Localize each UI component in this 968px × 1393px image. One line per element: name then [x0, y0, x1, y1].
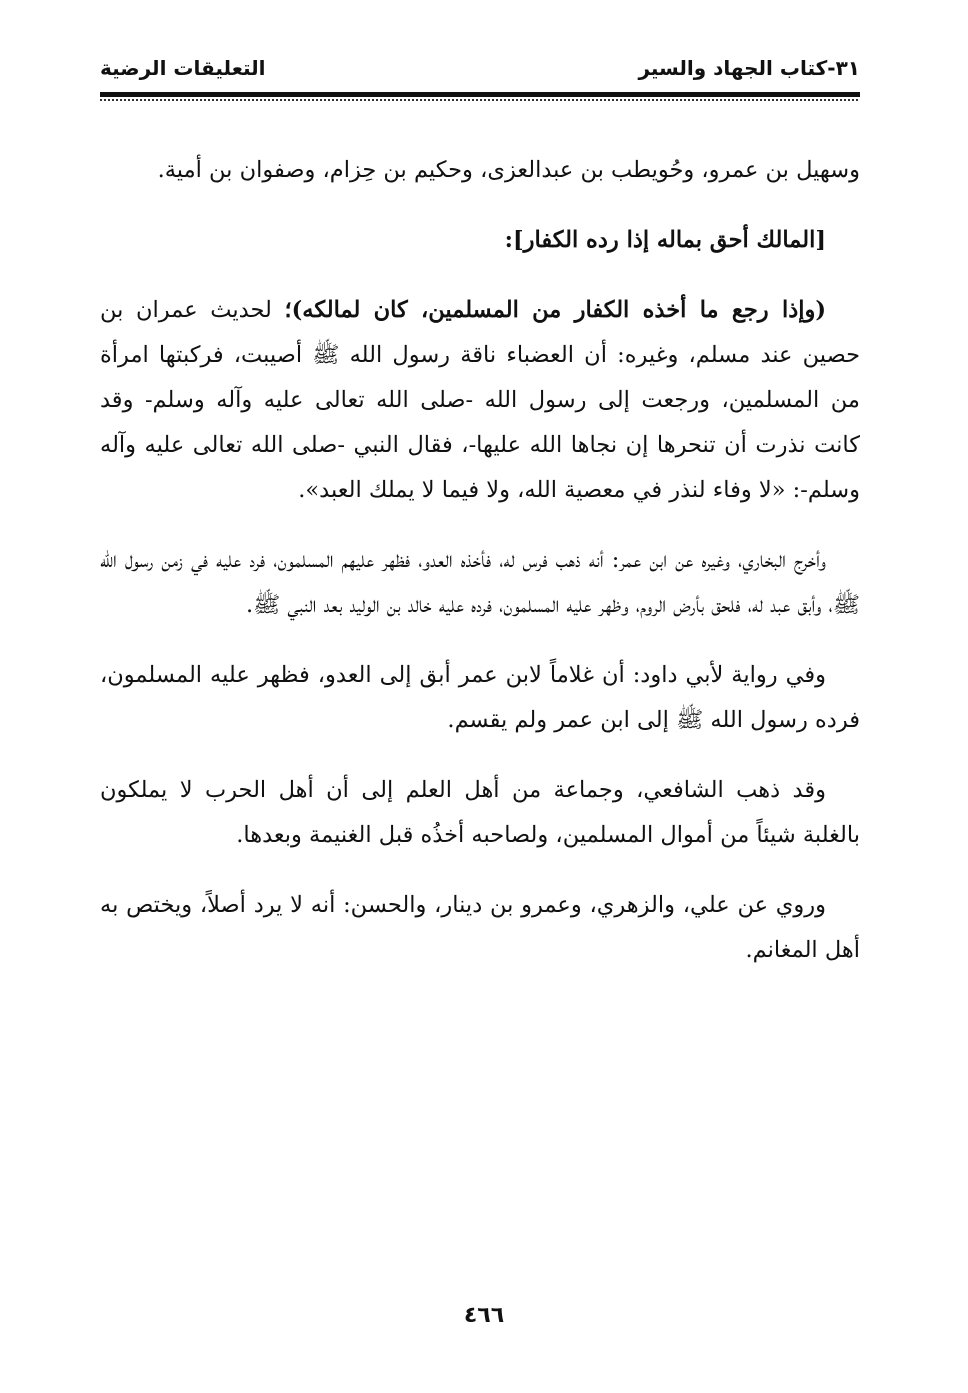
- header-rule-dotted: [100, 99, 860, 101]
- paragraph-bukhari: وأخرج البخاري، وغيره عن ابن عمر: أنه ذهب فرس له، فأخذه العدو، فظهر عليهم المسلمون، فرد عليه في زمن رسول الله ﷺ، وأبق عبد له، فلحق بأرض الروم، وظهر عليه المسلمون، فرده عليه خالد بن الوليد بعد النبي ﷺ.: [100, 547, 860, 618]
- paragraph-abu-dawud: وفي رواية لأبي داود: أن غلاماً لابن عمر أبق إلى العدو، فظهر عليه المسلمون، فرده رسول الله ﷺ إلى ابن عمر ولم يقسم.: [100, 662, 860, 733]
- main-text: [100, 148, 860, 998]
- page-number: ٤٦٦: [463, 1303, 505, 1328]
- paragraph-ali: وروي عن علي، والزهري، وعمرو بن دينار، والحسن: أنه لا يرد أصلاً، ويختص به أهل المغانم.: [100, 892, 860, 963]
- paragraph-shafii: وقد ذهب الشافعي، وجماعة من أهل العلم إلى أن أهل الحرب لا يملكون بالغلبة شيئاً من أموال المسلمين، ولصاحبه أخذُه قبل الغنيمة وبعدها.: [100, 777, 860, 848]
- paragraph-continuation: وسهيل بن عمرو، وحُويطب بن عبدالعزى، وحكيم بن حِزام، وصفوان بن أمية.: [157, 157, 860, 183]
- matn-text: (وإذا رجع ما أخذه الكفار من المسلمين، كان لمالكه)؛: [284, 297, 827, 323]
- paragraph-ruling: [100, 288, 860, 513]
- section-heading: [المالك أحق بماله إذا رده الكفار]:: [504, 227, 826, 253]
- chapter-title: ٣١-كتاب الجهاد والسير: [638, 56, 860, 80]
- header-rule: [100, 92, 860, 97]
- book-title: التعليقات الرضية: [100, 56, 266, 80]
- commentary-text: لحديث عمران بن حصين عند مسلم، وغيره: أن العضباء ناقة رسول الله ﷺ أصيبت، فركبتها امرأة من المسلمين، ورجعت إلى رسول الله -صلى الله تعالى عليه وآله وسلم- وقد كانت نذرت أن تنحرها إن نجاها الله عليها-، فقال النبي -صلى الله تعالى عليه وآله وسلم-: «لا وفاء لنذر في معصية الله، ولا فيما لا يملك العبد».: [100, 297, 860, 503]
- running-head: [100, 56, 860, 92]
